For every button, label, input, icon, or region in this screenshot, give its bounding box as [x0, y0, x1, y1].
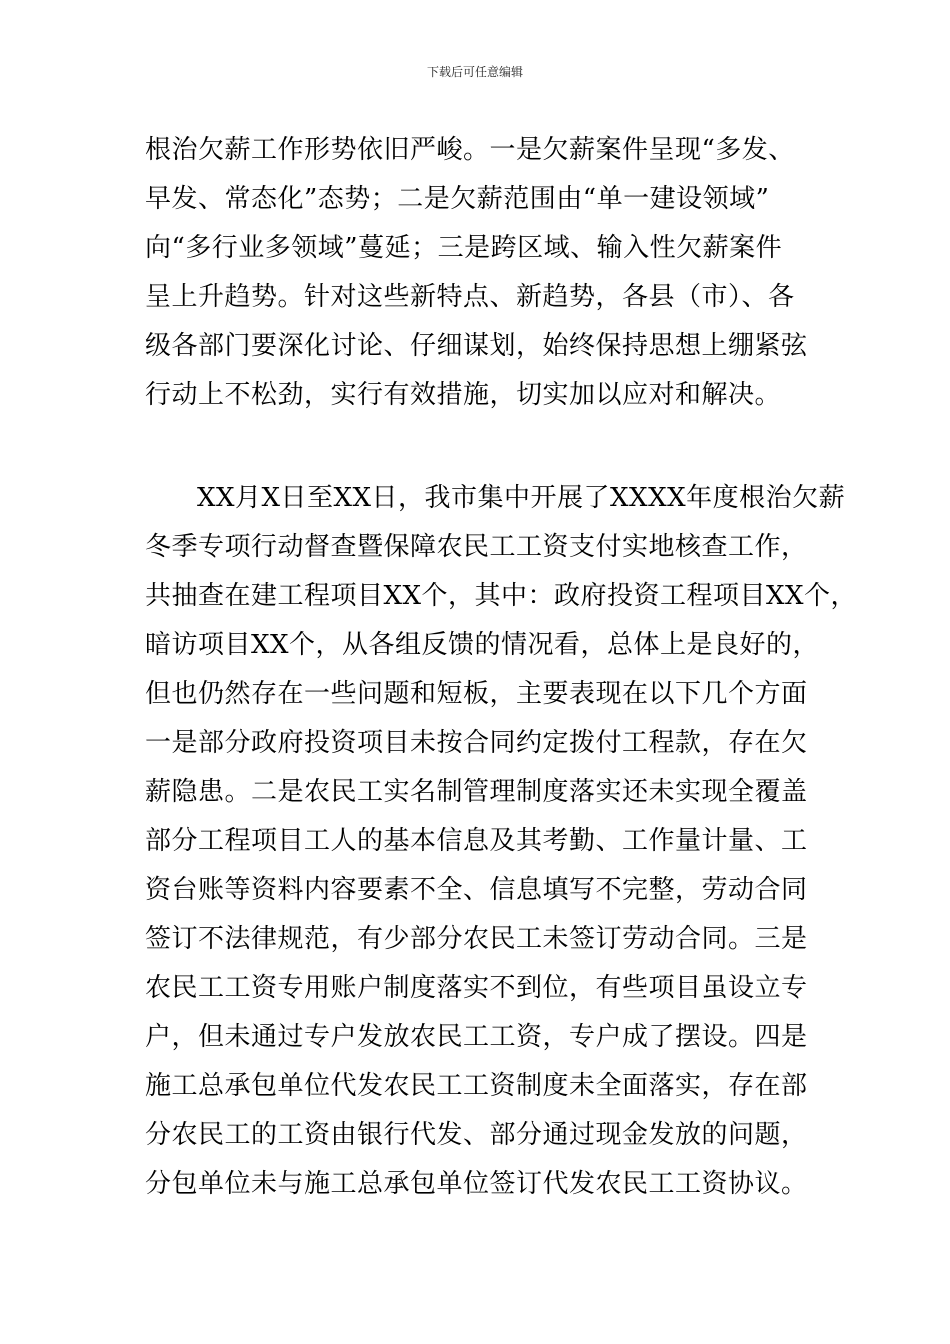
- text-line: 施工总承包单位代发农民工工资制度未全面落实，存在部: [145, 1071, 808, 1101]
- text-line: 根治欠薪工作形势依旧严峻。一是欠薪案件呈现“多发、: [145, 135, 795, 165]
- text-line: 早发、常态化”态势；二是欠薪范围由“单一建设领域”: [145, 184, 770, 214]
- text-line: 户，但未通过专户发放农民工工资，专户成了摆设。四是: [145, 1022, 808, 1052]
- text-line: 部分工程项目工人的基本信息及其考勤、工作量计量、工: [145, 826, 808, 856]
- text-line: 共抽查在建工程项目XX个，其中：政府投资工程项目XX个，: [145, 581, 858, 611]
- text-line: 行动上不松劲，实行有效措施，切实加以应对和解决。: [145, 380, 782, 410]
- text-line: 分包单位未与施工总承包单位签订代发农民工工资协议。: [145, 1169, 808, 1199]
- text-line: 暗访项目XX个，从各组反馈的情况看，总体上是良好的，: [145, 630, 820, 660]
- text-line: 农民工工资专用账户制度落实不到位，有些项目虽设立专: [145, 973, 808, 1003]
- text-line: 薪隐患。二是农民工实名制管理制度落实还未实现全覆盖: [145, 777, 808, 807]
- text-line: 级各部门要深化讨论、仔细谋划，始终保持思想上绷紧弦: [145, 331, 808, 361]
- text-line: 分农民工的工资由银行代发、部分通过现金发放的问题，: [145, 1120, 808, 1150]
- page-header: 下载后可任意编辑: [426, 65, 523, 79]
- paragraph-2: [145, 474, 858, 1209]
- text-line: 冬季专项行动督查暨保障农民工工资支付实地核查工作，: [145, 532, 808, 562]
- text-line: 但也仍然存在一些问题和短板，主要表现在以下几个方面: [145, 679, 808, 709]
- text-line: 资台账等资料内容要素不全、信息填写不完整，劳动合同: [145, 875, 808, 905]
- text-line: 呈上升趋势。针对这些新特点、新趋势，各县（市）、各: [145, 282, 795, 312]
- text-line: 向“多行业多领域”蔓延；三是跨区域、输入性欠薪案件: [145, 233, 783, 263]
- text-line: XX月X日至XX日，我市集中开展了XXXX年度根治欠薪: [197, 483, 846, 513]
- paragraph-1: [145, 126, 835, 420]
- text-line: 一是部分政府投资项目未按合同约定拨付工程款，存在欠: [145, 728, 808, 758]
- text-line: 签订不法律规范，有少部分农民工未签订劳动合同。三是: [145, 924, 808, 954]
